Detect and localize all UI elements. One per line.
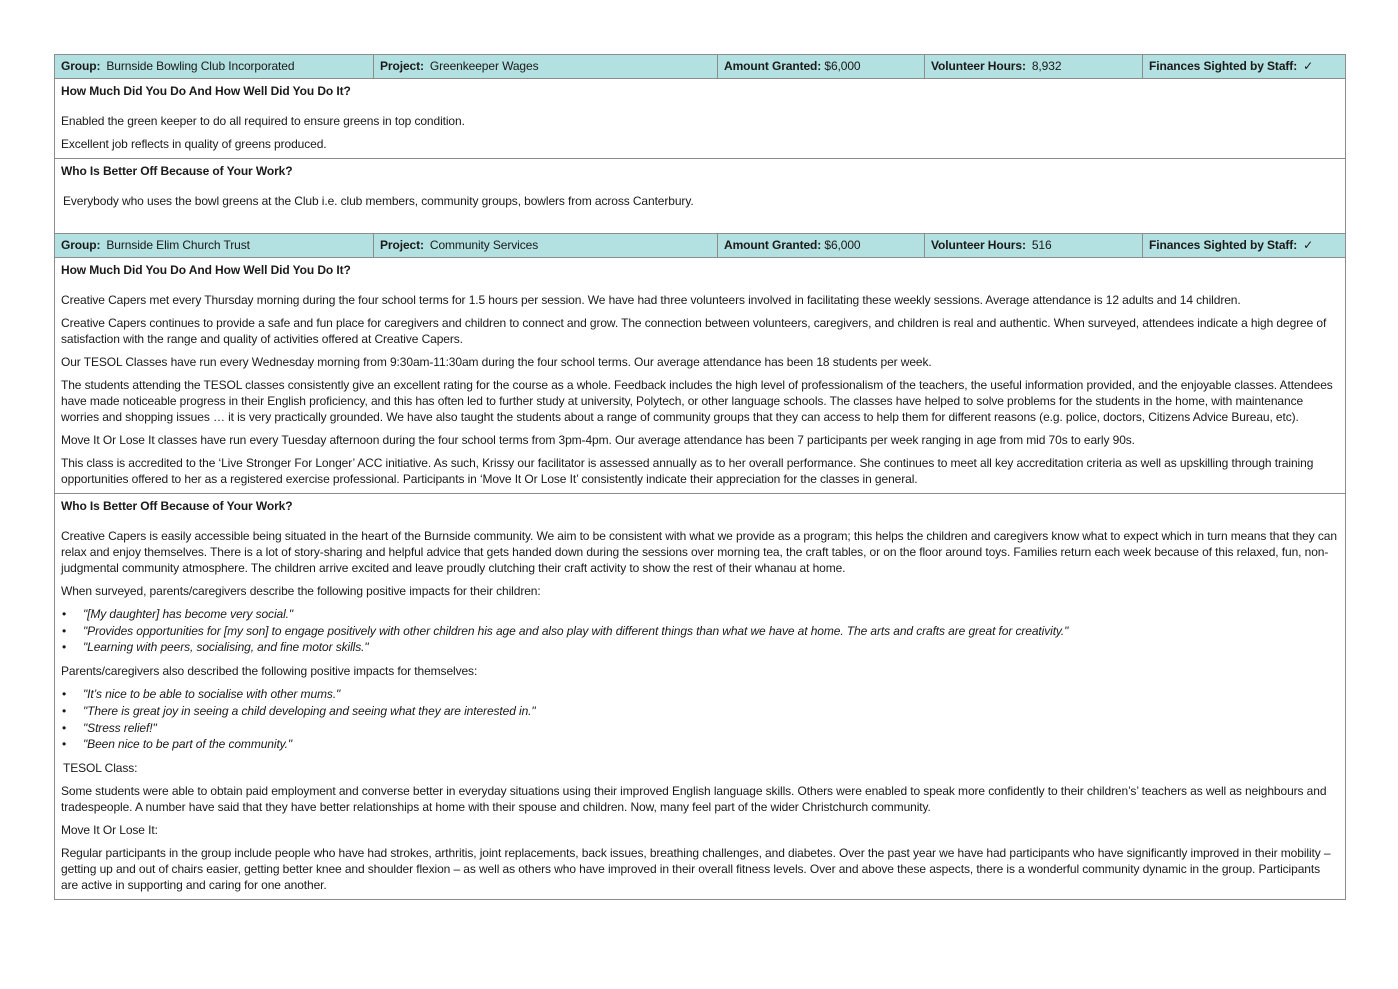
- paragraph: Parents/caregivers also described the following positive impacts for themselves:: [61, 664, 478, 679]
- amount-value: $6,000: [824, 238, 861, 252]
- subheading-move-it: Move It Or Lose It:: [61, 822, 158, 837]
- grants-report-table: [54, 54, 1346, 900]
- paragraph: Our TESOL Classes have run every Wednesday morning from 9:30am-11:30am during the four school terms. Our average attendance has been 18 students per week.: [61, 355, 932, 369]
- group-label: Group:: [61, 238, 101, 252]
- paragraph: This class is accredited to the ‘Live Stronger For Longer’ ACC initiative. As such, Krissy our facilitator is assessed annually as to her overall performance. She continues to meet all key accreditation criteria as well as upskilling through training opportunities offered to her as a registered exercise professional. Participants in ‘Move It Or Lose It’ consistently indicate their appreciation for the classes in general.: [61, 456, 1314, 486]
- children-quotes-list: [61, 606, 1339, 656]
- paragraph: Creative Capers met every Thursday morning during the four school terms for 1.5 hours per session. We have had three volunteers involved in facilitating these weekly sessions. Average attendance is 12 adults and 14 children.: [61, 293, 1241, 307]
- how-much-section: [55, 258, 1345, 494]
- group-value: Burnside Bowling Club Incorporated: [106, 59, 295, 73]
- group-cell: [55, 55, 374, 78]
- paragraph: The students attending the TESOL classes consistently give an excellent rating for the course as a whole. Feedback includes the high level of professionalism of the teachers, the useful information provided, and the enjoyable classes. Attendees have made noticeable progress in their English proficiency, and this has often led to further study at university, Polytech, or other language schools. The classes have helped to solve problems for the students in the home, with maintenance worries and shopping issues … it is very practically grounded. We have also taught the students about a range of community groups that they can access to help them for different reasons (e.g. police, doctors, Citizens Advice Bureau, etc).: [61, 378, 1333, 424]
- hours-value: 8,932: [1031, 59, 1062, 73]
- paragraph: Excellent job reflects in quality of greens produced.: [61, 137, 327, 151]
- list-item: • "Been nice to be part of the community.": [83, 736, 1339, 753]
- list-item: • "There is great joy in seeing a child developing and seeing what they are interested in.": [83, 703, 1339, 720]
- section-heading: Who Is Better Off Because of Your Work?: [61, 499, 293, 513]
- paragraph: Regular participants in the group include people who have had strokes, arthritis, joint replacements, back issues, breathing challenges, and diabetes. Over the past year we have had participants who have significantly improved in their mobility – getting up and out of chairs easier, getting better knee and shoulder flexion – as well as others who have improved in their overall fitness levels. Over and above these aspects, there is a wonderful community dynamic in the group. Participants are active in supporting and caring for one another.: [61, 845, 1331, 892]
- group-label: Group:: [61, 59, 101, 73]
- paragraph: Enabled the green keeper to do all required to ensure greens in top condition.: [61, 114, 465, 128]
- project-label: Project:: [380, 238, 424, 252]
- paragraph: Everybody who uses the bowl greens at the Club i.e. club members, community groups, bowlers from across Canterbury.: [63, 194, 694, 208]
- amount-cell: [718, 234, 925, 257]
- checkmark-icon: ✓: [1303, 59, 1314, 73]
- subheading-tesol: TESOL Class:: [63, 760, 138, 775]
- section-heading: How Much Did You Do And How Well Did You Do It?: [61, 84, 351, 98]
- entry-header-row: [55, 55, 1345, 79]
- finances-cell: [1143, 55, 1345, 78]
- finances-label: Finances Sighted by Staff:: [1149, 59, 1298, 73]
- list-item: • "[My daughter] has become very social.": [83, 606, 1339, 623]
- hours-label: Volunteer Hours:: [931, 59, 1026, 73]
- paragraph: Some students were able to obtain paid employment and converse better in everyday situations using their improved English language skills. Others were enabled to speak more confidently to their children’s’ teachers as well as neighbours and tradespeople. A number have said that they have better relationships at home with their spouse and children. Now, many feel part of the wider Christchurch community.: [61, 783, 1327, 814]
- amount-label: Amount Granted:: [724, 59, 822, 73]
- how-much-section: [55, 79, 1345, 159]
- hours-value: 516: [1031, 238, 1052, 252]
- paragraph: When surveyed, parents/caregivers describe the following positive impacts for their children:: [61, 584, 541, 598]
- parent-quotes-list: [61, 686, 1339, 753]
- amount-value: $6,000: [824, 59, 861, 73]
- project-value: Greenkeeper Wages: [429, 59, 539, 73]
- group-value: Burnside Elim Church Trust: [106, 238, 250, 252]
- paragraph: Creative Capers continues to provide a safe and fun place for caregivers and children to connect and grow. The connection between volunteers, caregivers, and children is real and authentic. When surveyed, attendees indicate a high degree of satisfaction with the range and quality of activities offered at Creative Capers.: [61, 316, 1327, 346]
- list-item: • "It’s nice to be able to socialise with other mums.": [83, 686, 1339, 703]
- section-heading: How Much Did You Do And How Well Did You Do It?: [61, 263, 351, 277]
- entry-header-row: [55, 234, 1345, 258]
- section-heading: Who Is Better Off Because of Your Work?: [61, 164, 293, 178]
- list-item: • "Stress relief!": [83, 720, 1339, 737]
- who-better-section: [55, 494, 1345, 899]
- who-better-section: [55, 159, 1345, 234]
- project-value: Community Services: [429, 238, 539, 252]
- project-cell: [374, 234, 718, 257]
- checkmark-icon: ✓: [1303, 238, 1314, 252]
- paragraph: Move It Or Lose It classes have run every Tuesday afternoon during the four school terms from 3pm-4pm. Our average attendance has been 7 participants per week ranging in age from mid 70s to early 90s.: [61, 433, 1135, 447]
- list-item: • "Learning with peers, socialising, and fine motor skills.": [83, 639, 1339, 656]
- finances-cell: [1143, 234, 1345, 257]
- list-item: • "Provides opportunities for [my son] to engage positively with other children his age and also play with different things than what we have at home. The arts and crafts are great for creativity.": [83, 623, 1339, 640]
- amount-label: Amount Granted:: [724, 238, 822, 252]
- group-cell: [55, 234, 374, 257]
- paragraph: Creative Capers is easily accessible being situated in the heart of the Burnside community. We aim to be consistent with what we provide as a program; this helps the children and caregivers know what to expect which in turn means that they can relax and enjoy themselves. There is a lot of story-sharing and helpful advice that gets handed down during the sessions over morning tea, the craft tables, or on the floor around toys. Families return each week because of this relaxed, fun, non-judgmental community atmosphere. The children arrive excited and leave proudly clutching their craft activity to show the rest of their whanau at home.: [61, 529, 1337, 575]
- hours-cell: [925, 55, 1143, 78]
- project-cell: [374, 55, 718, 78]
- project-label: Project:: [380, 59, 424, 73]
- hours-label: Volunteer Hours:: [931, 238, 1026, 252]
- finances-label: Finances Sighted by Staff:: [1149, 238, 1298, 252]
- amount-cell: [718, 55, 925, 78]
- hours-cell: [925, 234, 1143, 257]
